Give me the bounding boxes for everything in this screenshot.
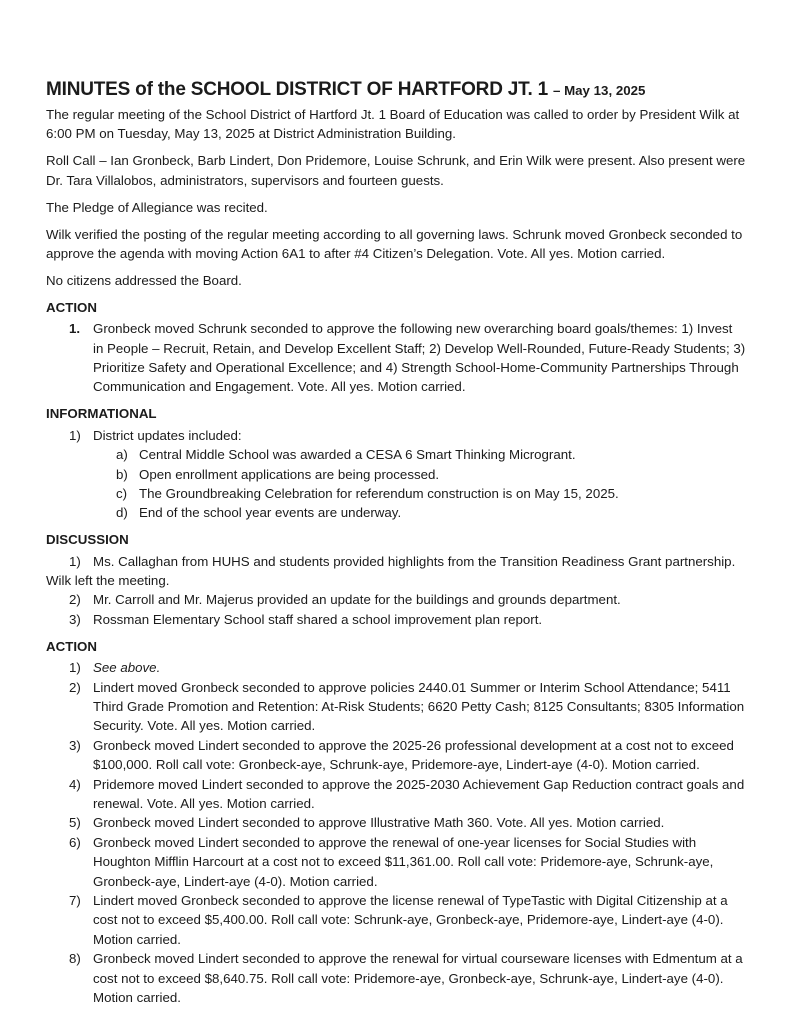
paragraph-pledge: The Pledge of Allegiance was recited. [46,199,268,215]
list-item [46,678,746,736]
list-item [46,610,746,629]
section-heading-action-1: ACTION [46,299,97,315]
list-item-text: Gronbeck moved Lindert seconded to approve Illustrative Math 360. Vote. All yes. Motion carried. [93,815,665,831]
list-item [46,658,746,677]
section-heading-action-2: ACTION [46,638,97,654]
list-marker: 3) [69,737,81,753]
list-item-text: Gronbeck moved Lindert seconded to approve the renewal of one-year licenses for Social Studies with Houghton Mifflin Harcourt at a cost not to exceed $11,361.00. Roll call vote: Pridemore-aye, Schrunk-aye, Gronbeck-aye, Lindert-aye (4-0). Motion carried. [93,834,714,889]
paragraph-agenda: Wilk verified the posting of the regular meeting according to all governing laws. Schrunk moved Gronbeck seconded to approve the agenda with moving Action 6A1 to after #4 Citizen’s Delegation. Vote. All yes. Motion carried. [46,226,743,261]
paragraph-opening: The regular meeting of the School District of Hartford Jt. 1 Board of Education was called to order by President Wilk at 6:00 PM on Tuesday, May 13, 2025 at District Administration Building. [46,107,740,142]
list-item [46,833,746,891]
section-heading-informational: INFORMATIONAL [46,406,157,422]
list-marker: 1) [69,553,81,569]
list-subitem [46,465,746,484]
list-marker: 8) [69,951,81,967]
list-item [46,949,746,1007]
list-item [46,775,746,814]
action-2-list [46,658,746,1007]
list-item [46,319,746,397]
section-heading-discussion: DISCUSSION [46,532,129,548]
list-marker: 1) [69,427,81,443]
list-marker: 4) [69,776,81,792]
list-item-text: See above. [93,660,161,676]
list-item-text: End of the school year events are underway. [139,505,402,521]
list-item [46,813,746,832]
discussion-list [46,552,746,630]
list-item [46,552,746,571]
list-marker: d) [116,505,128,521]
list-subitem [46,445,746,464]
list-item [46,736,746,775]
list-marker: a) [116,447,128,463]
list-item-text: District updates included: [93,427,242,443]
list-item-text: Lindert moved Gronbeck seconded to approve policies 2440.01 Summer or Interim School Attendance; 5411 Third Grade Promotion and Retention: At-Risk Students; 6620 Petty Cash; 8125 Consultants; 8305 Information Security. Vote. All yes. Motion carried. [93,679,745,734]
list-marker: 2) [69,679,81,695]
list-item-text: Central Middle School was awarded a CESA 6 Smart Thinking Microgrant. [139,447,576,463]
list-item-text: Gronbeck moved Lindert seconded to approve the 2025-26 professional development at a cost not to exceed $100,000. Roll call vote: Gronbeck-aye, Schrunk-aye, Pridemore-aye, Lindert-aye (4-0). Motion carried. [93,737,734,773]
list-marker: 5) [69,815,81,831]
list-item-text: Open enrollment applications are being processed. [139,466,440,482]
list-marker: c) [116,485,128,501]
paragraph-roll-call: Roll Call – Ian Gronbeck, Barb Lindert, Don Pridemore, Louise Schrunk, and Erin Wilk were present. Also present were Dr. Tara Villalobos, administrators, supervisors and fourteen guests. [46,153,746,188]
list-item [46,426,746,445]
list-item-text: Gronbeck moved Schrunk seconded to approve the following new overarching board goals/themes: 1) Invest in People – Recruit, Retain, and Develop Excellent Staff; 2) Develop Well-Rounded, Future-Ready Students; 3) Prioritize Safety and Operational Excellence; and 4) Strength School-Home-Community Partnerships Through Communication and Engagement. Vote. All yes. Motion carried. [93,321,746,395]
paragraph-citizens: No citizens addressed the Board. [46,272,242,288]
list-item-text: Rossman Elementary School staff shared a school improvement plan report. [93,611,543,627]
informational-list [46,426,746,523]
list-item-text: Ms. Callaghan from HUHS and students provided highlights from the Transition Readiness Grant partnership. [93,553,736,569]
list-marker: 6) [69,834,81,850]
discussion-interjection: Wilk left the meeting. [46,573,170,589]
list-marker: 3) [69,611,81,627]
list-marker: 1) [69,660,81,676]
list-marker: 2) [69,592,81,608]
document-title-date: – May 13, 2025 [553,83,646,98]
list-subitem [46,503,746,522]
list-item-text: Pridemore moved Lindert seconded to approve the 2025-2030 Achievement Gap Reduction contract goals and renewal. Vote. All yes. Motion carried. [93,776,745,811]
list-marker: 7) [69,893,81,909]
list-item [46,590,746,609]
document-title [46,78,746,103]
list-subitem [46,484,746,503]
list-item-text: The Groundbreaking Celebration for referendum construction is on May 15, 2025. [139,485,619,501]
document-title-text: MINUTES of the SCHOOL DISTRICT OF HARTFORD JT. 1 [46,79,548,100]
list-item-text: Gronbeck moved Lindert seconded to approve the renewal for virtual courseware licenses with Edmentum at a cost not to exceed $8,640.75. Roll call vote: Pridemore-aye, Gronbeck-aye, Schrunk-aye, Lindert-aye (4-0). Motion carried. [93,951,743,1006]
list-marker: 1. [69,321,81,337]
action-1-list [46,319,746,397]
list-item-text: Lindert moved Gronbeck seconded to approve the license renewal of TypeTastic with Digital Citizenship at a cost not to exceed $5,400.00. Roll call vote: Schrunk-aye, Gronbeck-aye, Pridemore-aye, Lindert-aye (4-0). Motion carried. [93,893,728,947]
list-marker: b) [116,466,128,482]
list-item-text: Mr. Carroll and Mr. Majerus provided an update for the buildings and grounds department. [93,592,621,608]
list-item [46,891,746,949]
